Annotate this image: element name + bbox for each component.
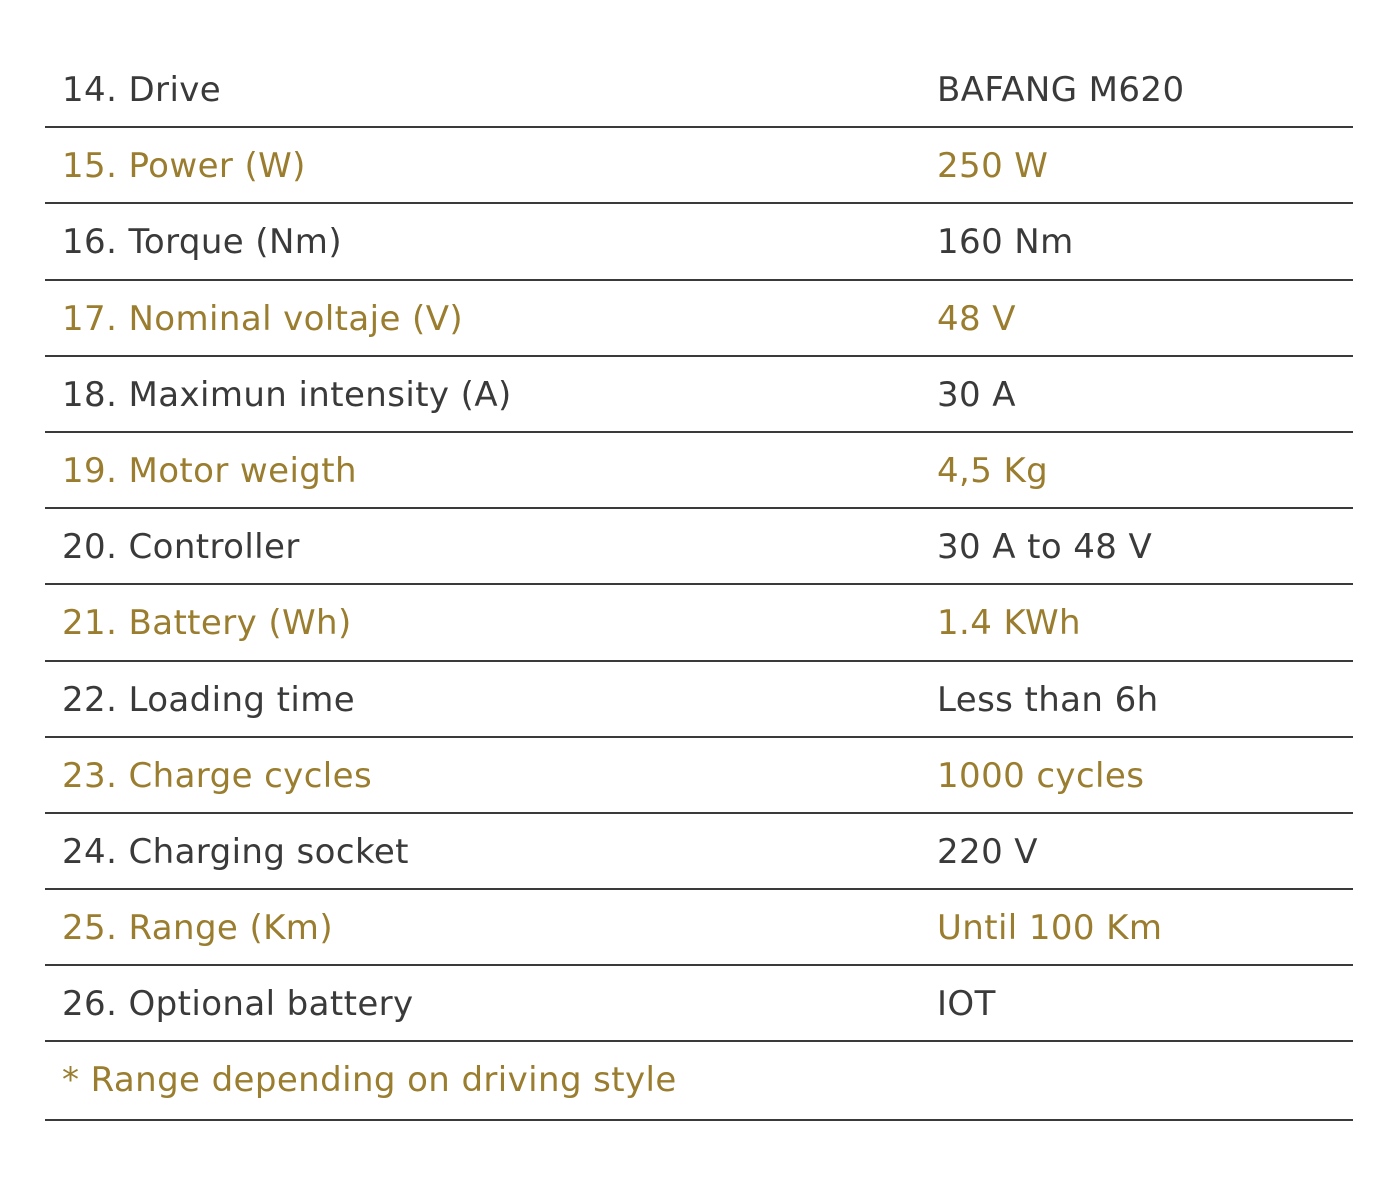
spec-label: 19. Motor weigth [62, 450, 357, 491]
spec-value: 30 A [937, 374, 1016, 415]
spec-value: 160 Nm [937, 222, 1074, 263]
spec-label: 16. Torque (Nm) [62, 222, 342, 263]
spec-value: 220 V [937, 831, 1038, 872]
spec-row-optional-battery [45, 966, 1353, 1042]
spec-row-power [45, 128, 1353, 204]
spec-row-torque [45, 204, 1353, 280]
spec-value: 30 A to 48 V [937, 527, 1153, 568]
spec-label: 14. Drive [62, 70, 222, 110]
spec-label: 22. Loading time [62, 679, 356, 720]
footnote: * Range depending on driving style [62, 1060, 677, 1101]
spec-value: 1000 cycles [937, 755, 1145, 796]
spec-row-charging-socket [45, 814, 1353, 890]
spec-row-drive [45, 52, 1353, 128]
spec-value: Less than 6h [937, 679, 1159, 720]
spec-row-charge-cycles [45, 738, 1353, 814]
spec-label: 17. Nominal voltaje (V) [62, 298, 464, 339]
spec-row-motor-weight [45, 433, 1353, 509]
footnote-row [45, 1042, 1353, 1118]
spec-value: BAFANG M620 [937, 70, 1185, 110]
spec-label: 26. Optional battery [62, 984, 414, 1025]
spec-value: 250 W [937, 146, 1049, 187]
spec-row-voltage [45, 281, 1353, 357]
spec-label: 15. Power (W) [62, 146, 306, 187]
spec-row-controller [45, 509, 1353, 585]
spec-label: 21. Battery (Wh) [62, 603, 352, 644]
spec-label: 25. Range (Km) [62, 908, 333, 949]
spec-label: 23. Charge cycles [62, 755, 373, 796]
spec-value: 48 V [937, 298, 1016, 339]
spec-value: 1.4 KWh [937, 603, 1081, 644]
spec-value: Until 100 Km [937, 908, 1163, 949]
spec-row-battery [45, 585, 1353, 661]
spec-label: 18. Maximun intensity (A) [62, 374, 512, 415]
spec-label: 24. Charging socket [62, 831, 409, 872]
spec-value: 4,5 Kg [937, 450, 1049, 491]
spec-row-loading-time [45, 662, 1353, 738]
spec-value: IOT [937, 984, 996, 1025]
spec-row-intensity [45, 357, 1353, 433]
spec-table [45, 52, 1353, 1121]
spec-label: 20. Controller [62, 527, 300, 568]
spec-row-range [45, 890, 1353, 966]
